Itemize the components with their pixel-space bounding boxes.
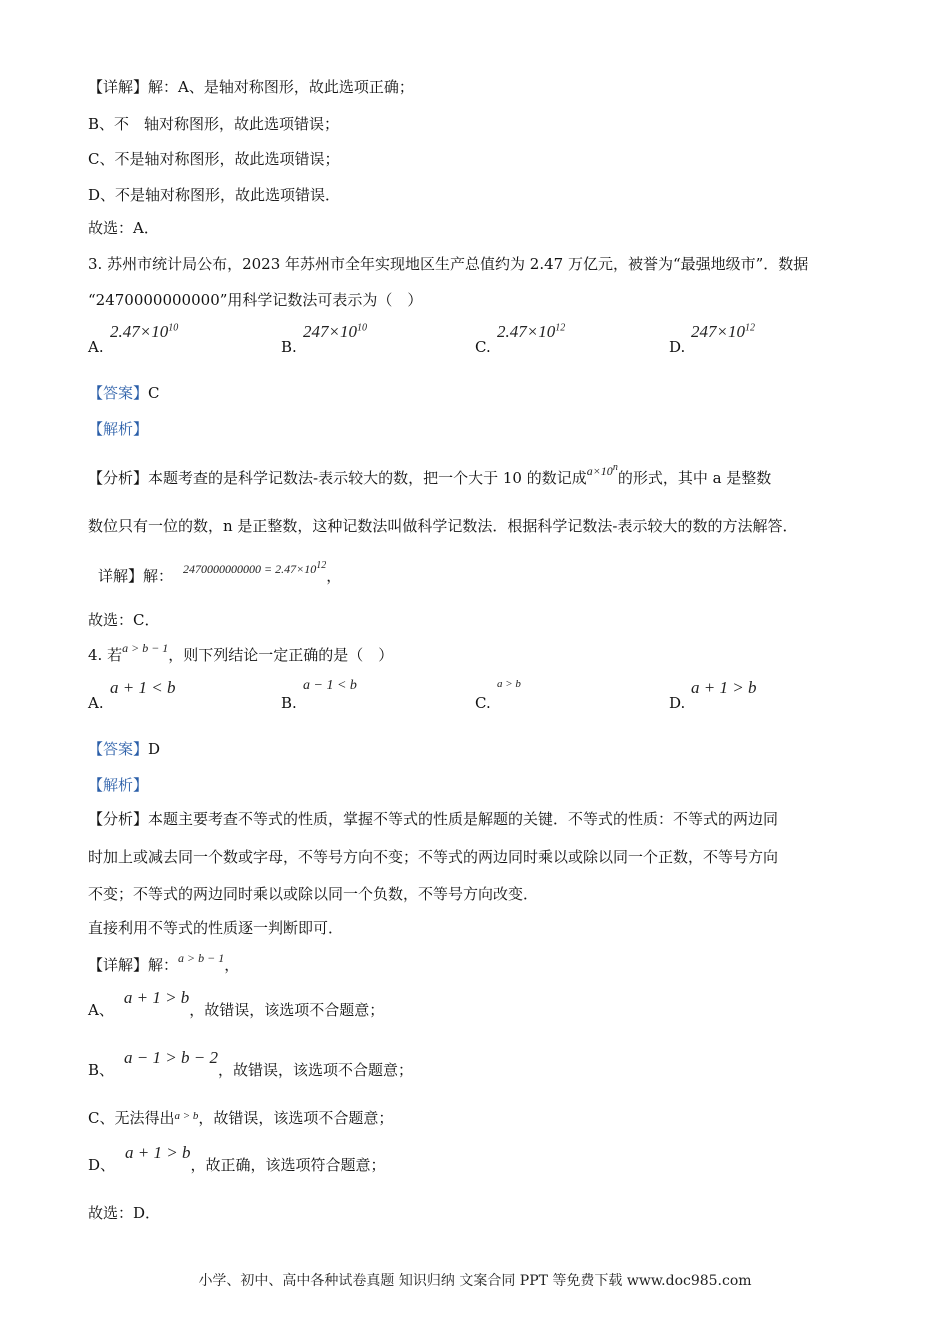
q3-choose: 故选：C． <box>88 611 160 629</box>
detail-text: ，故正确，该选项符合题意； <box>190 1156 386 1174</box>
option-label: C. <box>475 694 491 712</box>
q2-detail-line3: C、不是轴对称图形，故此选项错误； <box>88 150 340 168</box>
analysis-text: 的形式，其中 a 是整数 <box>617 469 772 487</box>
option-label: A. <box>88 694 104 712</box>
stem-text: ，则下列结论一定正确的是（ ） <box>168 646 394 664</box>
detail-math: a + 1 > b <box>125 1143 191 1162</box>
q2-choose: 故选：A． <box>88 219 159 237</box>
option-label: D. <box>669 694 686 712</box>
q4-stem <box>88 641 394 666</box>
q3-answer <box>88 383 160 403</box>
option-label: B. <box>281 694 297 712</box>
option-math: $247\times 10^{10}$ <box>303 322 367 341</box>
detail-text: ， <box>224 956 240 974</box>
q2-detail-line4: D、不是轴对称图形，故此选项错误． <box>88 186 341 204</box>
q4-analysis-line3: 不变；不等式的两边同时乘以或除以同一个负数，不等号方向改变． <box>88 885 539 903</box>
option-label: D. <box>669 338 686 356</box>
page-footer: 小学、初中、高中各种试卷真题 知识归纳 文案合同 PPT 等免费下载 www.doc985.com <box>198 1273 752 1289</box>
detail-label: C、无法得出 <box>88 1109 175 1127</box>
q4-detail-d <box>88 1143 386 1175</box>
stem-text: 4. 若 <box>88 646 123 664</box>
detail-math: a + 1 > b <box>123 988 190 1007</box>
detail-math: a − 1 > b − 2 <box>124 1048 218 1067</box>
q4-analysis-line1: 【分析】本题主要考查不等式的性质，掌握不等式的性质是解题的关键．不等式的性质：不等式的两边同 <box>88 810 779 828</box>
detail-text: 【详解】解： <box>88 956 179 974</box>
stem-math: a > b − 1 <box>122 641 169 655</box>
option-math: a > b <box>497 678 521 690</box>
detail-math: 2470000000000 = 2.47×1012 <box>183 560 327 576</box>
analysis-math: a×10n <box>586 462 618 478</box>
q4-detail-b <box>88 1048 413 1080</box>
q3-stem-line2: “2470000000000”用科学记数法可表示为（ ） <box>88 291 423 309</box>
q3-stem-line1: 3. 苏州市统计局公布，2023 年苏州市全年实现地区生产总值约为 2.47 万亿元，被誉为“最强地级市”．数据 <box>88 255 809 273</box>
detail-text: 详解】解： <box>98 567 174 585</box>
detail-math: a > b − 1 <box>178 951 225 965</box>
option-math: $247\times 10^{12}$ <box>691 322 755 341</box>
answer-tag: 【答案】 <box>88 740 149 758</box>
option-math: a + 1 > b <box>691 678 757 697</box>
q4-analysis-line4: 直接利用不等式的性质逐一判断即可． <box>88 919 344 937</box>
answer-value: C <box>148 384 160 402</box>
detail-text: ， <box>326 567 342 585</box>
q4-choose: 故选：D． <box>88 1204 161 1222</box>
detail-label: B、 <box>88 1061 115 1079</box>
q4-analysis-line2: 时加上或减去同一个数或字母，不等号方向不变；不等式的两边同时乘以或除以同一个正数，不等号方向 <box>88 848 779 866</box>
detail-text: ，故错误，该选项不合题意； <box>217 1061 413 1079</box>
q3-detail <box>98 560 342 587</box>
q4-analysis-tag: 【解析】 <box>88 776 149 794</box>
detail-text: ，故错误，该选项不合题意； <box>198 1109 394 1127</box>
answer-tag: 【答案】 <box>88 384 149 402</box>
option-label: A. <box>88 338 104 356</box>
q3-analysis-tag: 【解析】 <box>88 420 149 438</box>
q4-detail <box>88 951 240 976</box>
q4-detail-c <box>88 1108 393 1130</box>
option-math: $2.47\times 10^{10}$ <box>110 322 179 341</box>
detail-label: D、 <box>88 1156 116 1174</box>
option-label: B. <box>281 338 297 356</box>
q4-answer <box>88 739 160 759</box>
detail-text: ，故错误，该选项不合题意； <box>189 1001 385 1019</box>
q2-detail-line1: 【详解】解：A、是轴对称图形，故此选项正确； <box>88 78 414 96</box>
detail-math: a > b <box>174 1110 199 1122</box>
option-math: a − 1 < b <box>303 678 357 693</box>
option-math: $2.47\times 10^{12}$ <box>497 322 566 341</box>
option-label: C. <box>475 338 491 356</box>
answer-value: D <box>148 740 161 758</box>
q3-analysis-line1 <box>88 462 772 489</box>
option-math: a + 1 < b <box>110 678 176 697</box>
q2-detail-line2: B、不 轴对称图形，故此选项错误； <box>88 115 340 133</box>
q4-detail-a <box>88 988 385 1020</box>
analysis-text: 【分析】本题考查的是科学记数法-表示较大的数，把一个大于 10 的数记成 <box>88 469 587 487</box>
q3-analysis-line2: 数位只有一位的数，n 是正整数，这种记数法叫做科学记数法．根据科学记数法-表示较大的数的方法解答． <box>88 517 798 535</box>
detail-label: A、 <box>88 1001 114 1019</box>
